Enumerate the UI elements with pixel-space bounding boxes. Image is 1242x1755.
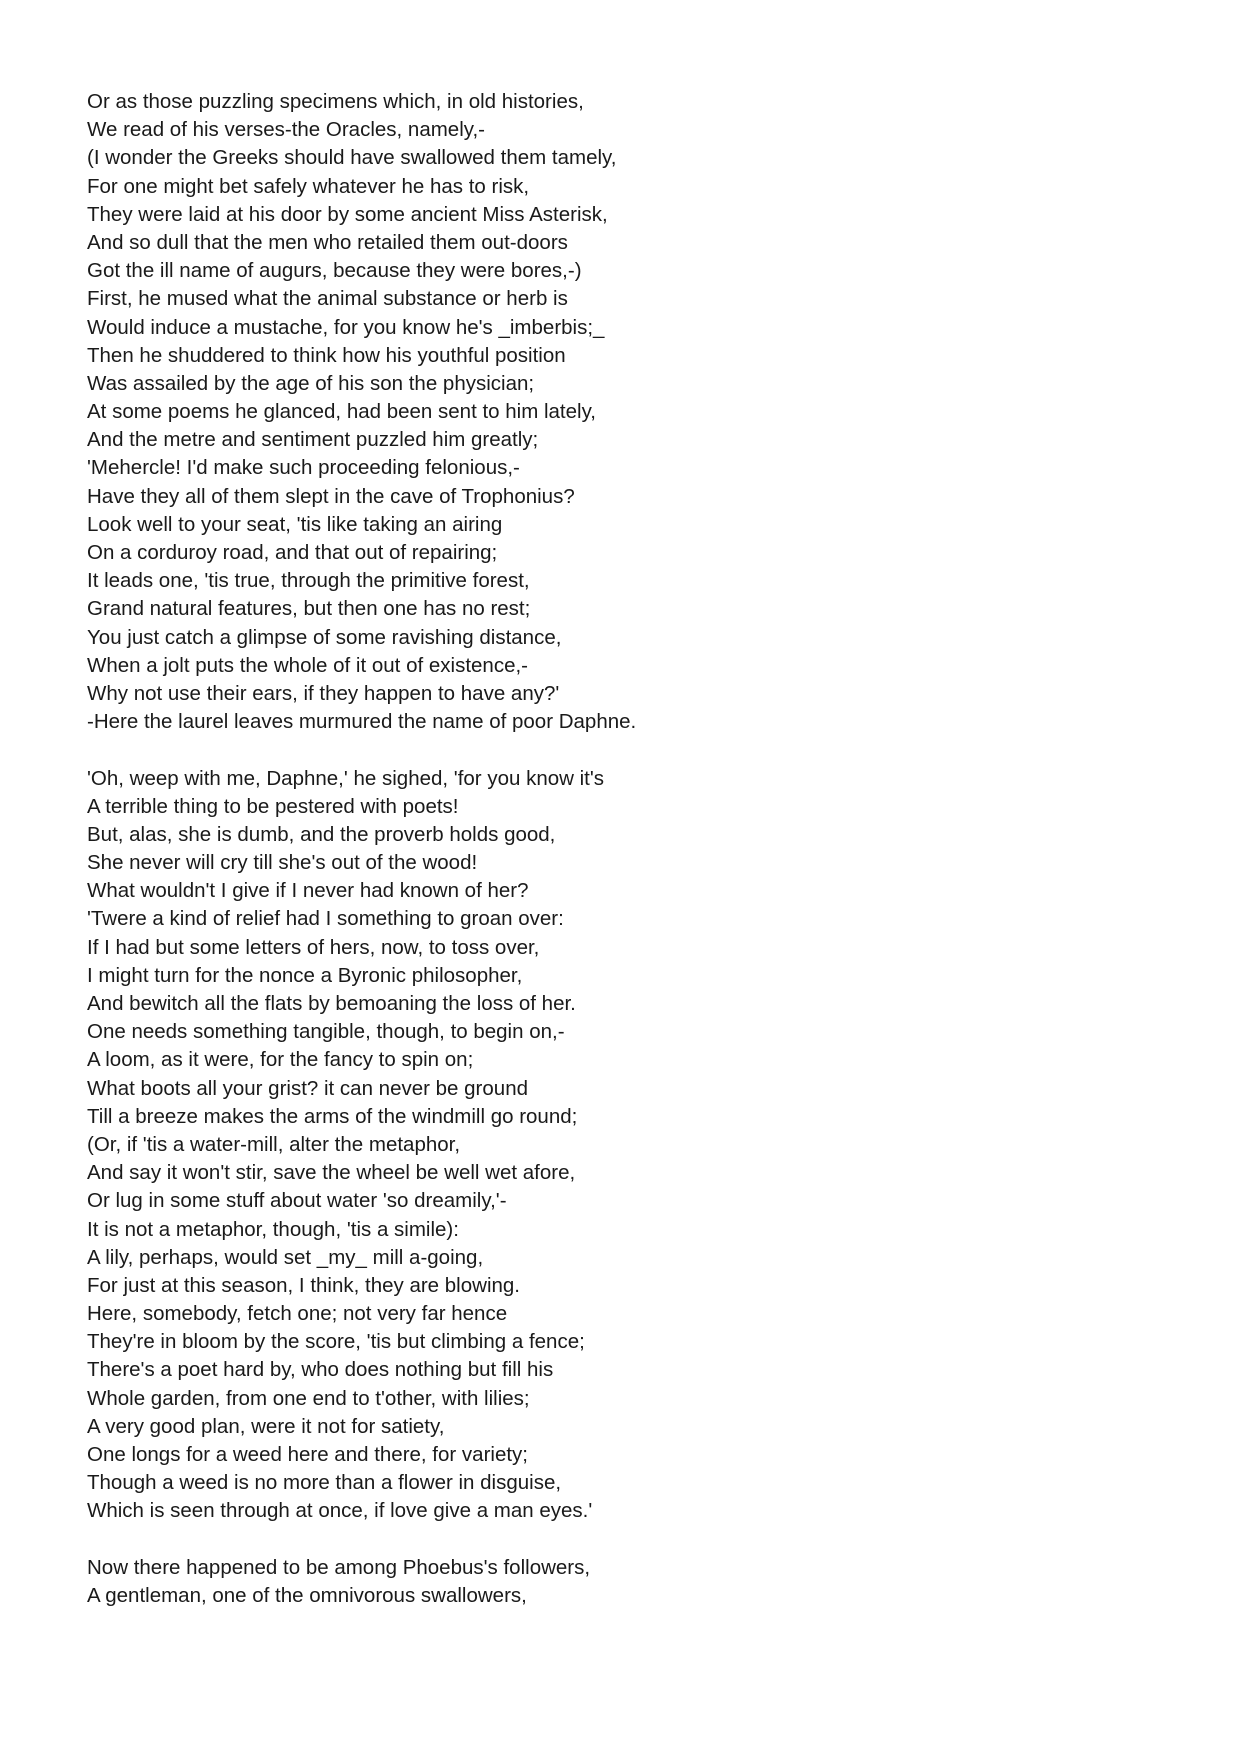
poem-line: They were laid at his door by some ancient Miss Asterisk, bbox=[87, 202, 608, 226]
poem-line: On a corduroy road, and that out of repairing; bbox=[87, 541, 498, 564]
poem-line: We read of his verses-the Oracles, namely,- bbox=[87, 118, 485, 142]
poem-line: Whole garden, from one end to t'other, with lilies; bbox=[87, 1386, 530, 1410]
poem-line: What wouldn't I give if I never had known of her? bbox=[87, 879, 529, 903]
poem-line: 'Oh, weep with me, Daphne,' he sighed, 'for you know it's bbox=[87, 766, 605, 790]
poem-line: For just at this season, I think, they are blowing. bbox=[87, 1273, 520, 1297]
poem-line: First, he mused what the animal substance or herb is bbox=[87, 287, 568, 311]
poem-line: It leads one, 'tis true, through the primitive forest, bbox=[87, 569, 530, 593]
poem-line: Though a weed is no more than a flower in disguise, bbox=[87, 1471, 562, 1495]
poem-line: They're in bloom by the score, 'tis but climbing a fence; bbox=[87, 1330, 585, 1354]
poem-line: 'Twere a kind of relief had I something to groan over: bbox=[87, 907, 564, 931]
poem-line: Or lug in some stuff about water 'so dreamily,'- bbox=[87, 1189, 507, 1213]
stanza bbox=[87, 1554, 1187, 1610]
poem-line: A gentleman, one of the omnivorous swallowers, bbox=[87, 1583, 527, 1607]
poem-line: For one might bet safely whatever he has to risk, bbox=[87, 174, 530, 198]
poem-line: Grand natural features, but then one has no rest; bbox=[87, 597, 531, 621]
poem-line: One needs something tangible, though, to begin on,- bbox=[87, 1020, 565, 1044]
poem-line: If I had but some letters of hers, now, to toss over, bbox=[87, 935, 540, 959]
poem-line: A terrible thing to be pestered with poets! bbox=[87, 794, 459, 818]
poem-line: Now there happened to be among Phoebus's followers, bbox=[87, 1555, 591, 1579]
poem-line: Have they all of them slept in the cave of Trophonius? bbox=[87, 484, 575, 508]
poem-line: One longs for a weed here and there, for variety; bbox=[87, 1443, 529, 1466]
poem-line: Was assailed by the age of his son the physician; bbox=[87, 371, 535, 395]
poem-line: It is not a metaphor, though, 'tis a simile): bbox=[87, 1217, 459, 1241]
poem-line: Or as those puzzling specimens which, in old histories, bbox=[87, 90, 584, 113]
poem-line: Look well to your seat, 'tis like taking an airing bbox=[87, 512, 503, 536]
poem-line: Here, somebody, fetch one; not very far hence bbox=[87, 1302, 508, 1326]
poem-line: Why not use their ears, if they happen to have any?' bbox=[87, 681, 560, 705]
stanza bbox=[87, 765, 1187, 1526]
poem-line: At some poems he glanced, had been sent to him lately, bbox=[87, 400, 597, 424]
poem-line: A lily, perhaps, would set _my_ mill a-going, bbox=[87, 1245, 484, 1269]
poem-line: You just catch a glimpse of some ravishing distance, bbox=[87, 625, 562, 649]
poem-line: I might turn for the nonce a Byronic philosopher, bbox=[87, 963, 523, 987]
poem-line: 'Mehercle! I'd make such proceeding felonious,- bbox=[87, 456, 520, 480]
poem-line: Then he shuddered to think how his youthful position bbox=[87, 343, 566, 367]
poem-line: And so dull that the men who retailed them out-doors bbox=[87, 230, 568, 254]
poem-line: She never will cry till she's out of the wood! bbox=[87, 851, 478, 875]
poem-line: A loom, as it were, for the fancy to spin on; bbox=[87, 1048, 474, 1072]
poem-line: Till a breeze makes the arms of the windmill go round; bbox=[87, 1104, 578, 1128]
poem-line: What boots all your grist? it can never be ground bbox=[87, 1076, 528, 1100]
poem-line: There's a poet hard by, who does nothing but fill his bbox=[87, 1358, 554, 1382]
poem-line: A very good plan, were it not for satiety, bbox=[87, 1414, 445, 1438]
poem-line: And the metre and sentiment puzzled him greatly; bbox=[87, 428, 539, 452]
poem-line: (I wonder the Greeks should have swallowed them tamely, bbox=[87, 146, 617, 170]
poem-line: Which is seen through at once, if love give a man eyes.' bbox=[87, 1499, 593, 1523]
poem-text bbox=[87, 88, 1187, 1638]
poem-line: Got the ill name of augurs, because they were bores,-) bbox=[87, 259, 582, 283]
poem-line: And say it won't stir, save the wheel be well wet afore, bbox=[87, 1161, 576, 1185]
poem-line: But, alas, she is dumb, and the proverb holds good, bbox=[87, 822, 556, 846]
poem-line: Would induce a mustache, for you know he's _imberbis;_ bbox=[87, 315, 605, 339]
poem-line: And bewitch all the flats by bemoaning the loss of her. bbox=[87, 992, 576, 1015]
poem-line: When a jolt puts the whole of it out of existence,- bbox=[87, 653, 528, 677]
poem-line: -Here the laurel leaves murmured the name of poor Daphne. bbox=[87, 710, 637, 734]
stanza bbox=[87, 88, 1187, 736]
poem-line: (Or, if 'tis a water-mill, alter the metaphor, bbox=[87, 1132, 461, 1156]
